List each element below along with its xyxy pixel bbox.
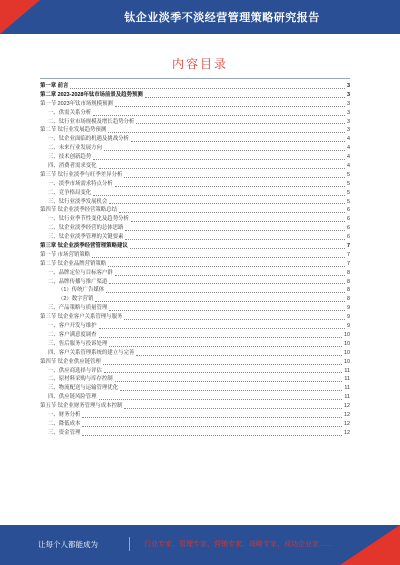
toc-entry[interactable] (40, 429, 350, 438)
toc-entry[interactable] (40, 260, 350, 269)
toc-entry-title: 二、降低成本 (48, 420, 81, 427)
toc-entry-title: 三、钛企业淡季管理的关键要素 (48, 234, 124, 241)
toc-entry-title: 二、钛行业市场规模及增长趋势分析 (48, 118, 135, 125)
toc-entry[interactable] (40, 313, 350, 322)
toc-entry-title: （2）数字营销 (58, 296, 94, 303)
toc-entry-title: 三、技术创新趋势 (48, 154, 92, 161)
toc-leader-dots (99, 162, 345, 169)
toc-entry-page: 7 (347, 243, 350, 250)
toc-entry[interactable] (40, 411, 350, 420)
toc-entry-title: 第四节 钛企业供应链管理 (40, 358, 101, 365)
toc-entry-page: 3 (347, 83, 350, 89)
toc-entry-title: 第五节 钛企业财务管理与成本控制 (40, 403, 123, 410)
toc-entry[interactable] (40, 171, 350, 180)
toc-entry-title: （1）传统广告媒体 (58, 287, 105, 294)
toc-entry-page: 10 (344, 331, 350, 338)
toc-entry[interactable] (40, 153, 350, 162)
toc-entry[interactable] (40, 269, 350, 278)
toc-entry-page: 10 (344, 340, 350, 347)
toc-leader-dots (109, 340, 342, 347)
toc-entry[interactable] (40, 402, 350, 411)
header-banner (0, 0, 400, 34)
toc-entry[interactable] (40, 189, 350, 198)
toc-divider (40, 78, 350, 79)
toc-entry[interactable] (40, 393, 350, 402)
toc-entry-page: 5 (347, 189, 350, 196)
toc-entry-page: 11 (344, 367, 350, 374)
toc-entry-page: 6 (347, 216, 350, 223)
toc-entry[interactable] (40, 215, 350, 224)
toc-leader-dots (124, 313, 345, 320)
toc-entry-title: 第二章 2023-2028年钛市场前景及趋势预测 (40, 91, 143, 98)
toc-entry[interactable] (40, 340, 350, 349)
toc-entry[interactable] (40, 286, 350, 295)
toc-entry-page: 7 (347, 251, 350, 258)
toc-entry-page: 11 (344, 385, 350, 392)
toc-entry-title: 二、原材料采购与库存控制 (48, 376, 113, 383)
footer-banner (0, 525, 400, 565)
toc-leader-dots (82, 420, 342, 427)
toc-entry-page: 6 (347, 207, 350, 214)
toc-entry[interactable] (40, 322, 350, 331)
toc-leader-dots (92, 251, 345, 258)
toc-leader-dots (108, 260, 345, 267)
toc-entry[interactable] (40, 358, 350, 367)
toc-leader-dots (70, 82, 345, 89)
toc-entry-page: 12 (344, 420, 350, 427)
toc-entry[interactable] (40, 82, 350, 91)
toc-entry-page: 3 (347, 127, 350, 134)
toc-entry[interactable] (40, 349, 350, 358)
toc-entry-title: 第一节 市场营销策略 (40, 251, 91, 258)
toc-leader-dots (124, 402, 342, 409)
toc-entry-title: 第三章 钛企业淡季经营管理策略建议 (40, 243, 128, 250)
toc-entry[interactable] (40, 126, 350, 135)
toc-entry-page: 11 (344, 394, 350, 401)
toc-entry-page: 4 (347, 154, 350, 161)
toc-entry-page: 3 (347, 109, 350, 116)
toc-heading: 内容目录 (171, 57, 228, 71)
toc-leader-dots (99, 393, 343, 400)
toc-entry[interactable] (40, 144, 350, 153)
toc-entry-title: 二、钛企业淡季经营的总体思路 (48, 225, 124, 232)
toc-entry-title: 三、钛行业淡季发展机会 (48, 198, 108, 205)
toc-leader-dots (109, 198, 345, 205)
toc-entry[interactable] (40, 162, 350, 171)
footer-accent-triangle (340, 525, 400, 565)
toc-entry-title: 第三节 钛行业淡季与旺季差异分析 (40, 171, 123, 178)
toc-leader-dots (115, 180, 345, 187)
toc-leader-dots (99, 322, 345, 329)
footer-slogan: 让每个人都能成为 (38, 540, 98, 549)
toc-leader-dots (109, 278, 345, 285)
toc-entry-page: 6 (347, 225, 350, 232)
toc-entry-title: 第二节 钛企业品牌营销策略 (40, 260, 107, 267)
toc-entry-title: 一、品牌定位与目标客户群 (48, 269, 113, 276)
document-title: 钛企业淡季不淡经营管理策略研究报告 (124, 12, 320, 24)
toc-entry-title: 二、竞争格局变化 (48, 189, 92, 196)
toc-leader-dots (136, 349, 342, 356)
toc-entry[interactable] (40, 91, 350, 100)
footer-separator (129, 537, 130, 551)
toc-entry-title: 一、钛行业季节性变化及趋势分析 (48, 216, 129, 223)
toc-leader-dots (119, 206, 345, 213)
toc-entry-page: 4 (347, 145, 350, 152)
toc-leader-dots (131, 215, 345, 222)
toc-leader-dots (125, 233, 345, 240)
toc-entry-title: 第三节 钛企业客户关系管理与服务 (40, 314, 123, 321)
toc-entry[interactable] (40, 331, 350, 340)
toc-leader-dots (103, 358, 342, 365)
toc-entry-title: 三、产品策略与质量管理 (48, 305, 108, 312)
toc-entry-page: 10 (344, 349, 350, 356)
toc-entry-title: 四、客户关系管理系统的建立与完善 (48, 349, 135, 356)
toc-entry[interactable] (40, 278, 350, 287)
toc-entry-page: 8 (347, 287, 350, 294)
toc-entry-page: 12 (344, 429, 350, 436)
toc-leader-dots (104, 367, 342, 374)
toc-leader-dots (120, 384, 342, 391)
toc-entry[interactable] (40, 251, 350, 260)
toc-entry-page: 3 (347, 91, 350, 98)
toc-leader-dots (108, 126, 345, 133)
toc-entry-page: 8 (347, 278, 350, 285)
toc-leader-dots (99, 331, 342, 338)
toc-entry[interactable] (40, 242, 350, 251)
toc-entry-title: 三、物流配送与运输管理优化 (48, 385, 119, 392)
toc-entry[interactable] (40, 367, 350, 376)
toc-entry-page: 11 (344, 376, 350, 383)
toc-entry[interactable] (40, 384, 350, 393)
toc-leader-dots (82, 411, 342, 418)
toc-entry[interactable] (40, 304, 350, 313)
toc-entry-title: 二、未来行业发展方向 (48, 145, 102, 152)
toc-entry-title: 一、供应商选择与评估 (48, 367, 102, 374)
toc-entry-title: 四、消费者需求变化 (48, 163, 97, 170)
toc-entry-page: 12 (344, 403, 350, 410)
toc-entry-page: 5 (347, 180, 350, 187)
toc-entry-page: 9 (347, 323, 350, 330)
toc-leader-dots (131, 135, 345, 142)
toc-entry[interactable] (40, 420, 350, 429)
toc-leader-dots (93, 153, 345, 160)
toc-entry-page: 10 (344, 358, 350, 365)
toc-leader-dots (104, 144, 345, 151)
toc-entry[interactable] (40, 100, 350, 109)
toc-entry-title: 三、资金管理 (48, 429, 81, 436)
toc-entry-page: 3 (347, 118, 350, 125)
toc-leader-dots (82, 429, 342, 436)
toc-entry-title: 第一章 前言 (40, 83, 69, 89)
toc-entry-title: 二、客户满意度调查 (48, 331, 97, 338)
toc-entry-page: 9 (347, 305, 350, 312)
toc-entry-title: 二、品牌传播与推广渠道 (48, 278, 108, 285)
toc-entry[interactable] (40, 135, 350, 144)
toc-leader-dots (130, 242, 345, 249)
toc-entry-title: 三、售后服务与投诉处理 (48, 340, 108, 347)
toc-entry-page: 9 (347, 314, 350, 321)
toc-leader-dots (93, 189, 345, 196)
toc-entry-page: 6 (347, 234, 350, 241)
toc-entry-title: 第四节 钛企业淡季经营策略总结 (40, 207, 117, 214)
toc-leader-dots (125, 224, 345, 231)
toc-entry[interactable] (40, 224, 350, 233)
toc-entry-title: 四、供应链风险管理 (48, 394, 97, 401)
toc-entry[interactable] (40, 198, 350, 207)
toc-leader-dots (115, 100, 345, 107)
toc-entry-page: 5 (347, 198, 350, 205)
toc-entry-page: 7 (347, 260, 350, 267)
toc-entry-title: 一、财务分析 (48, 411, 81, 418)
toc-entry[interactable] (40, 206, 350, 215)
toc-leader-dots (124, 171, 345, 178)
toc-entry-title: 一、淡季市场需求特点分析 (48, 180, 113, 187)
toc-leader-dots (109, 304, 345, 311)
toc-entry-page: 3 (347, 100, 350, 107)
toc-leader-dots (106, 286, 345, 293)
toc-entry-title: 第一节 2023年钛市场规模预测 (40, 100, 113, 107)
toc-leader-dots (93, 109, 345, 116)
toc-entry-page: 5 (347, 171, 350, 178)
toc-entry-title: 一、供需关系分析 (48, 109, 92, 116)
toc-entry[interactable] (40, 295, 350, 304)
toc-entry-page: 12 (344, 411, 350, 418)
toc-leader-dots (145, 91, 345, 98)
toc-leader-dots (95, 295, 345, 302)
toc-entry-page: 4 (347, 136, 350, 143)
header-accent-triangle (0, 0, 40, 34)
toc-entry[interactable] (40, 118, 350, 127)
table-of-contents (40, 82, 350, 438)
toc-leader-dots (136, 118, 345, 125)
toc-entry-page: 4 (347, 163, 350, 170)
toc-entry-title: 第二节 钛行业发展趋势预测 (40, 127, 107, 134)
toc-leader-dots (115, 375, 343, 382)
toc-entry[interactable] (40, 233, 350, 242)
toc-entry[interactable] (40, 180, 350, 189)
toc-leader-dots (115, 269, 345, 276)
toc-entry-title: 一、钛企业面临的机遇及挑战分析 (48, 136, 129, 143)
toc-entry[interactable] (40, 109, 350, 118)
toc-entry-title: 一、客户开发与维护 (48, 323, 97, 330)
footer-tagline: 行业专家、管理专家、营销专家、战略专家、成功企业家…… (144, 541, 333, 548)
toc-entry[interactable] (40, 375, 350, 384)
toc-entry-page: 8 (347, 269, 350, 276)
toc-entry-page: 8 (347, 296, 350, 303)
